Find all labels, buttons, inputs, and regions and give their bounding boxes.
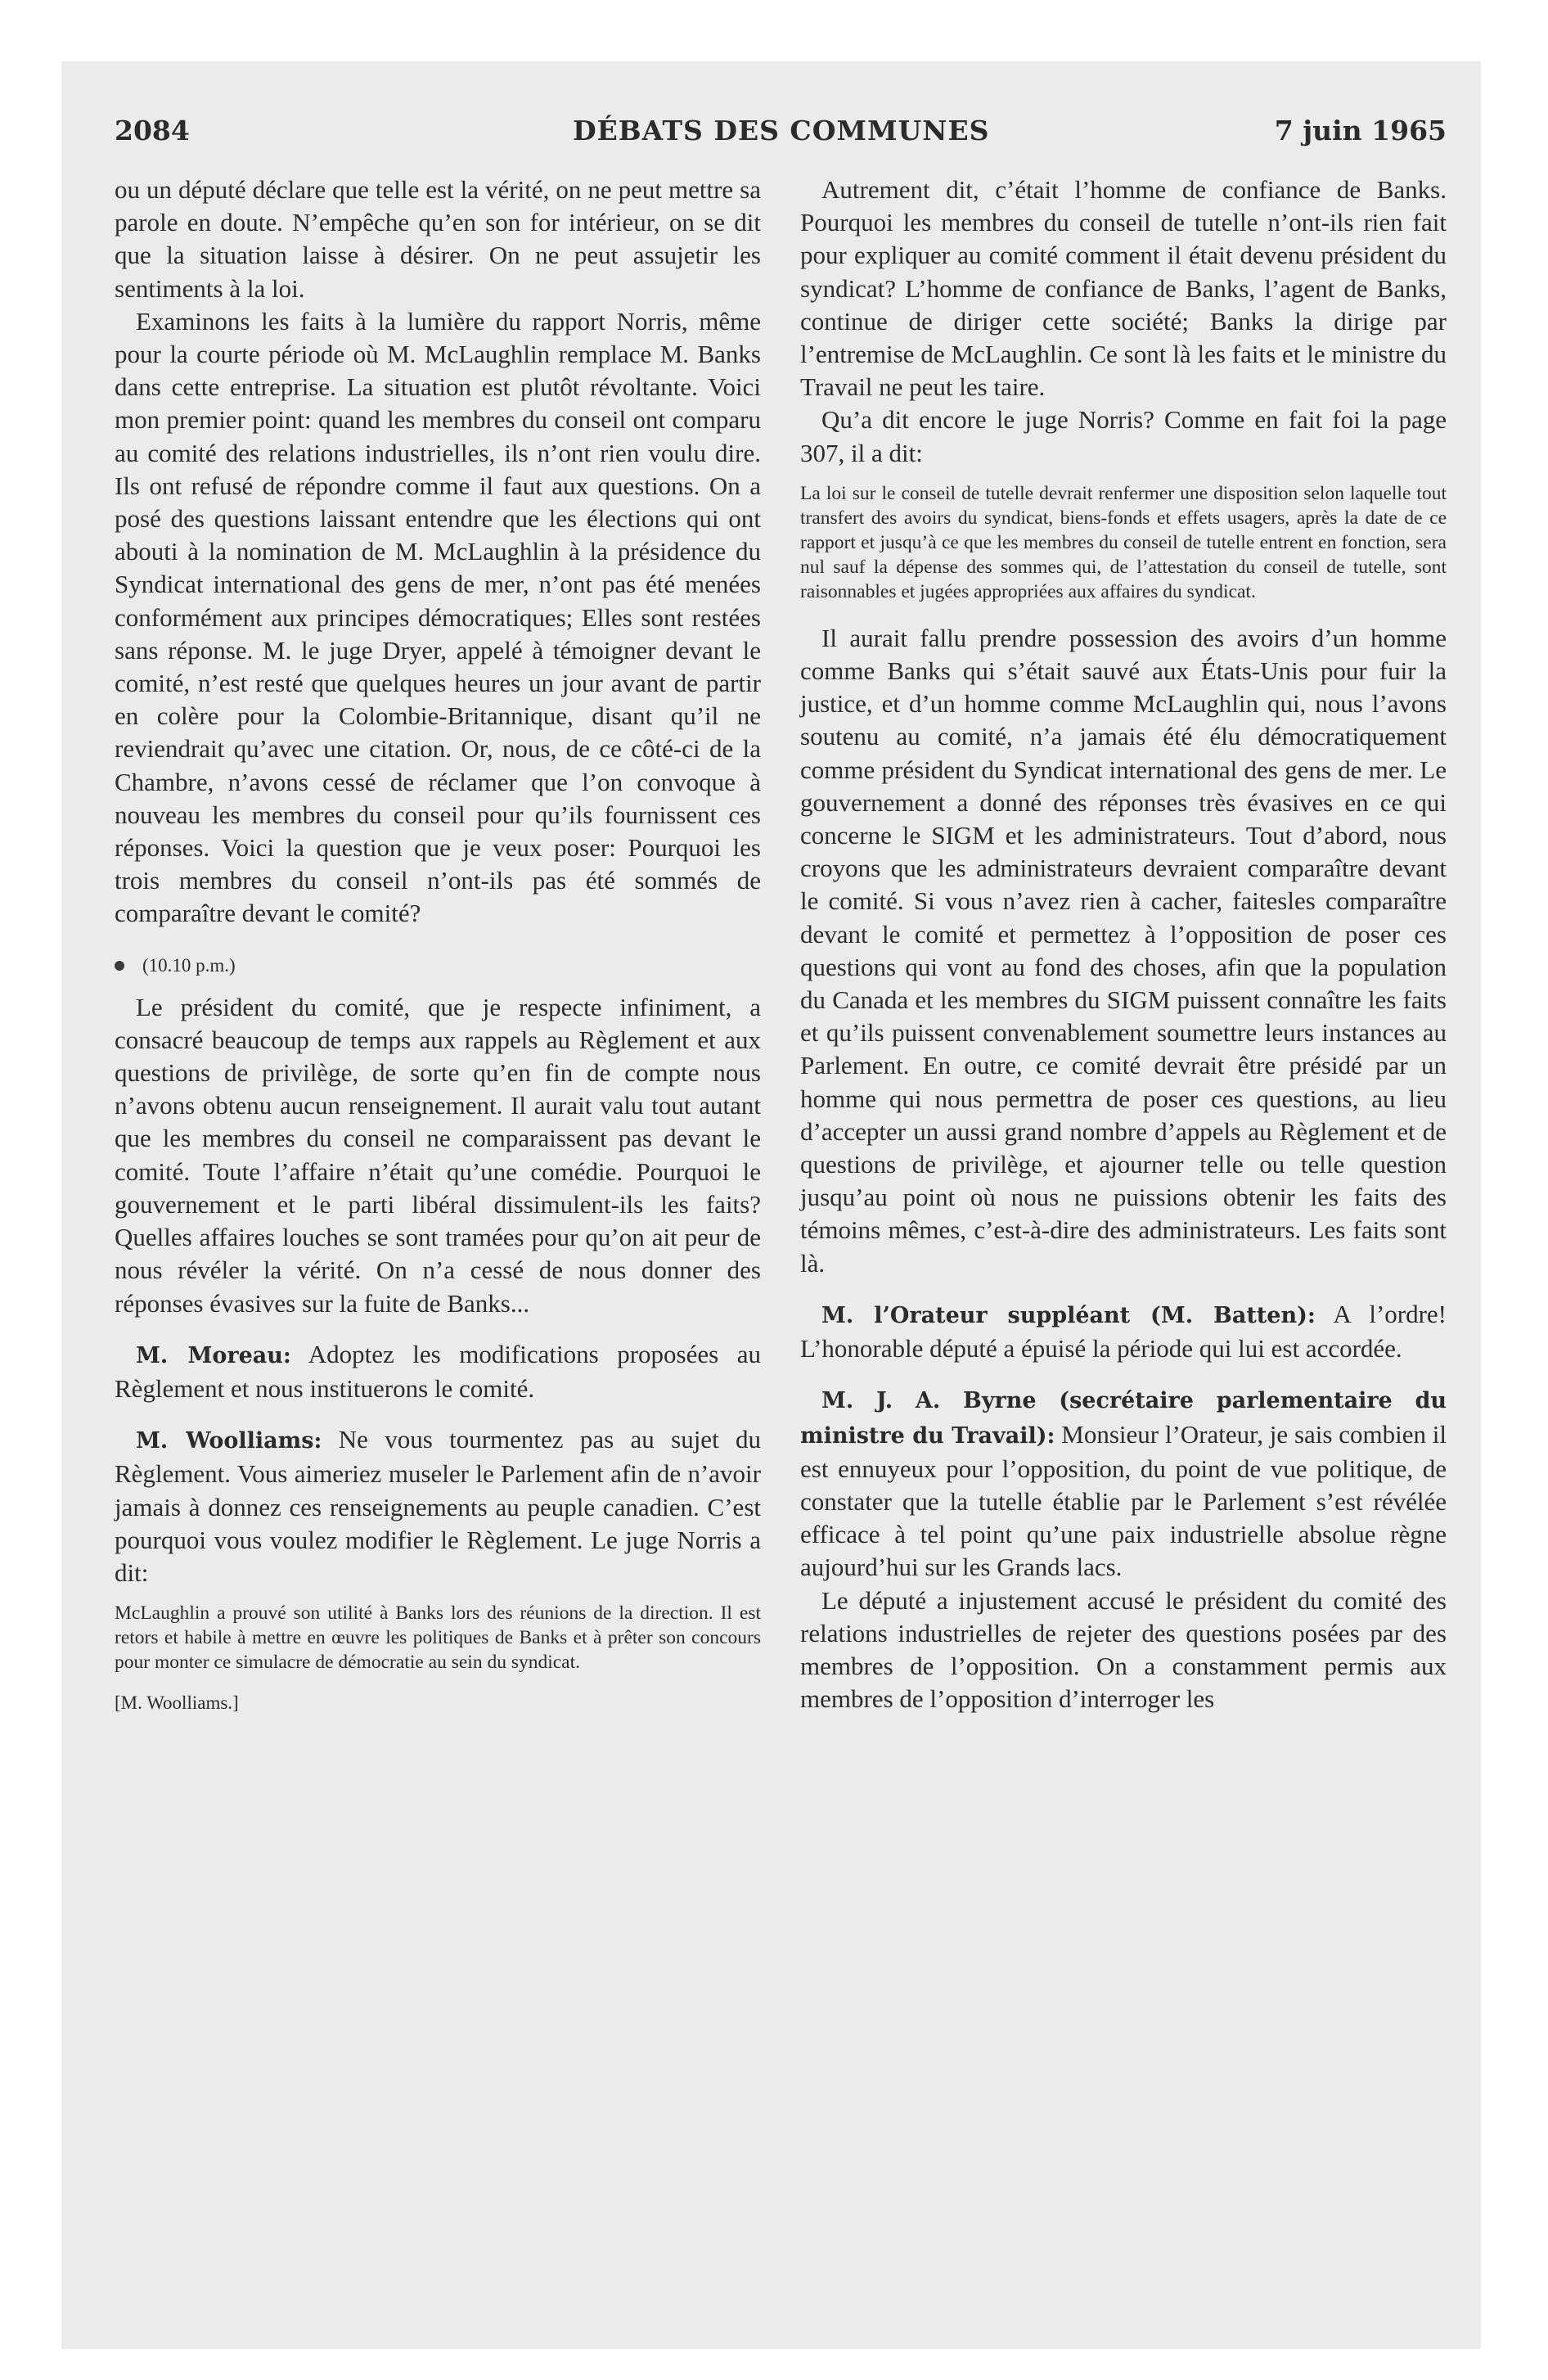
paragraph: Examinons les faits à la lumière du rapport Norris, même pour la courte période où M. McLaughlin remplace M. Banks dans cette entreprise. La situation est plutôt révoltante. Voici mon premier point: quand les membres du conseil ont comparu au comité des relations industrielles, ils n’ont rien voulu dire. Ils ont refusé de répondre comme il faut aux questions. On a posé des questions laissant entendre que les élections qui ont abouti à la nomination de M. McLaughlin à la présidence du Syndicat international des gens de mer, n’ont pas été menées conformément aux principes démocratiques; Elles sont restées sans réponse. M. le juge Dryer, appelé à témoigner devant le comité, n’est resté que quelques heures un jour avant de partir en colère pour la Colombie-Britannique, disant qu’il ne reviendrait qu’avec une citation. Or, nous, de ce côté-ci de la Chambre, n’avons cessé de réclamer que l’on convoque à nouveau les membres du conseil pour qu’ils fournissent ces réponses. Voici la question que je veux poser: Pourquoi les trois membres du conseil n’ont-ils pas été sommés de comparaître devant le comité? <box>115 306 761 928</box>
timestamp-text: (10.10 p.m.) <box>142 954 236 976</box>
paragraph: Le député a injustement accusé le président du comité des relations industrielles de rejeter des questions posées par des membres de l’opposition. On a constamment permis aux membres de l’opposition d’interroger les <box>800 1585 1447 1714</box>
speech-text: A l’ordre! L’honorable député a épuisé la période qui lui est accordée. <box>800 1299 1447 1364</box>
speech-paragraph <box>800 1383 1447 1584</box>
speaker-name: M. l’Orateur suppléant (M. Batten): <box>821 1302 1316 1328</box>
speech-text: Ne vous tourmentez pas au sujet du Règlement. Vous aimeriez museler le Parlement afin de n’avoir jamais à donnez ces renseignements au peuple canadien. C’est pourquoi vous voulez modifier le Règlement. Le juge Norris a dit: <box>115 1425 762 1587</box>
speech-paragraph <box>115 1423 761 1589</box>
paragraph: Il aurait fallu prendre possession des avoirs d’un homme comme Banks qui s’était sauvé aux États-Unis pour fuir la justice, et d’un homme comme McLaughlin qui, nous l’avons soutenu au comité, n’a jamais été élu démocratiquement comme président du Syndicat international des gens de mer. Le gouvernement a donné des réponses très évasives en ce qui concerne le SIGM et les administrateurs. Tout d’abord, nous croyons que les administrateurs devraient comparaître devant le comité. Si vous n’avez rien à cacher, faitesles comparaître devant le comité et permettez à l’opposition de poser ces questions qui vont au fond des choses, afin que la population du Canada et les membres du SIGM puissent connaître les faits et qu’ils puissent convenablement soumettre leurs instances au Parlement. En outre, ce comité devrait être présidé par un homme qui nous permettra de poser ces questions, au lieu d’accepter un aussi grand nombre d’appels au Règlement et de questions de privilège, et ajourner telle ou telle question jusqu’au point où nous ne puissions obtenir les faits des témoins mêmes, c’est-à-dire des administrateurs. Les faits sont là. <box>800 623 1447 1278</box>
speech-text: Adoptez les modifications proposées au Règlement et nous instituerons le comité. <box>115 1339 762 1403</box>
speaker-name: M. J. A. Byrne (secrétaire parlementaire du ministre du Travail): <box>800 1388 1447 1449</box>
publication-title: DÉBATS DES COMMUNES <box>573 115 990 146</box>
left-column <box>115 174 761 1715</box>
bullet-icon <box>115 961 124 971</box>
speech-paragraph <box>800 1298 1447 1365</box>
paragraph: Le président du comité, que je respecte infiniment, a consacré beaucoup de temps aux rappels au Règlement et aux questions de privilège, de sorte qu’en fin de compte nous n’avons obtenu aucun renseignement. Il aurait valu tout autant que les membres du conseil ne comparaissent pas devant le comité. Toute l’affaire n’était qu’une comédie. Pourquoi le gouvernement et le parti libéral dissimulent-ils les faits? Quelles affaires louches se sont tramées pour qu’on ait peur de nous révéler la vérité. On n’a cessé de nous donner des réponses évasives sur la fuite de Banks... <box>115 992 761 1318</box>
speaker-name: M. Moreau: <box>136 1342 291 1368</box>
running-head <box>115 115 1447 164</box>
speech-text: Monsieur l’Orateur, je sais combien il est ennuyeux pour l’opposition, du point de vue politique, de constater que la tutelle établie par le Parlement s’est révélée efficace à tel point qu’une paix industrielle absolue règne aujourd’hui sur les Grands lacs. <box>800 1419 1447 1582</box>
right-column <box>800 174 1447 1715</box>
paragraph: ou un député déclare que telle est la vérité, on ne peut mettre sa parole en doute. N’empêche qu’en son for intérieur, on se dit que la situation laisse à désirer. On ne peut assujetir les sentiments à la loi. <box>115 175 761 303</box>
block-quote: McLaughlin a prouvé son utilité à Banks lors des réunions de la direction. Il est retors et habile à mettre en œuvre les politiques de Banks et à prêter son concours pour monter ce simulacre de démocratie au sein du syndicat. <box>115 1602 761 1674</box>
page-number: 2084 <box>115 115 190 146</box>
speech-paragraph <box>115 1338 761 1405</box>
two-column-body <box>115 174 1447 1715</box>
hansard-page <box>115 115 1447 1715</box>
speaker-name: M. Woolliams: <box>136 1428 322 1454</box>
timestamp <box>115 955 761 976</box>
paragraph: Qu’a dit encore le juge Norris? Comme en fait foi la page 307, il a dit: <box>800 405 1447 467</box>
paragraph: Autrement dit, c’était l’homme de confiance de Banks. Pourquoi les membres du conseil de tutelle n’ont-ils rien fait pour expliquer au comité comment il était devenu président du syndicat? L’homme de confiance de Banks, l’agent de Banks, continue de diriger cette société; Banks la dirige par l’entremise de McLaughlin. Ce sont là les faits et le ministre du Travail ne peut les taire. <box>800 175 1447 402</box>
speaker-attribution: [M. Woolliams.] <box>115 1693 239 1714</box>
sitting-date: 7 juin 1965 <box>1274 115 1447 146</box>
block-quote: La loi sur le conseil de tutelle devrait renfermer une disposition selon laquelle tout transfert des avoirs du syndicat, biens-fonds et effets usagers, après la date de ce rapport et jusqu’à ce que les membres du conseil de tutelle entrent en fonction, sera nul sauf la dépense des sommes qui, de l’attestation du conseil de tutelle, sont raisonnables et jugées appropriées aux affaires du syndicat. <box>800 482 1447 602</box>
